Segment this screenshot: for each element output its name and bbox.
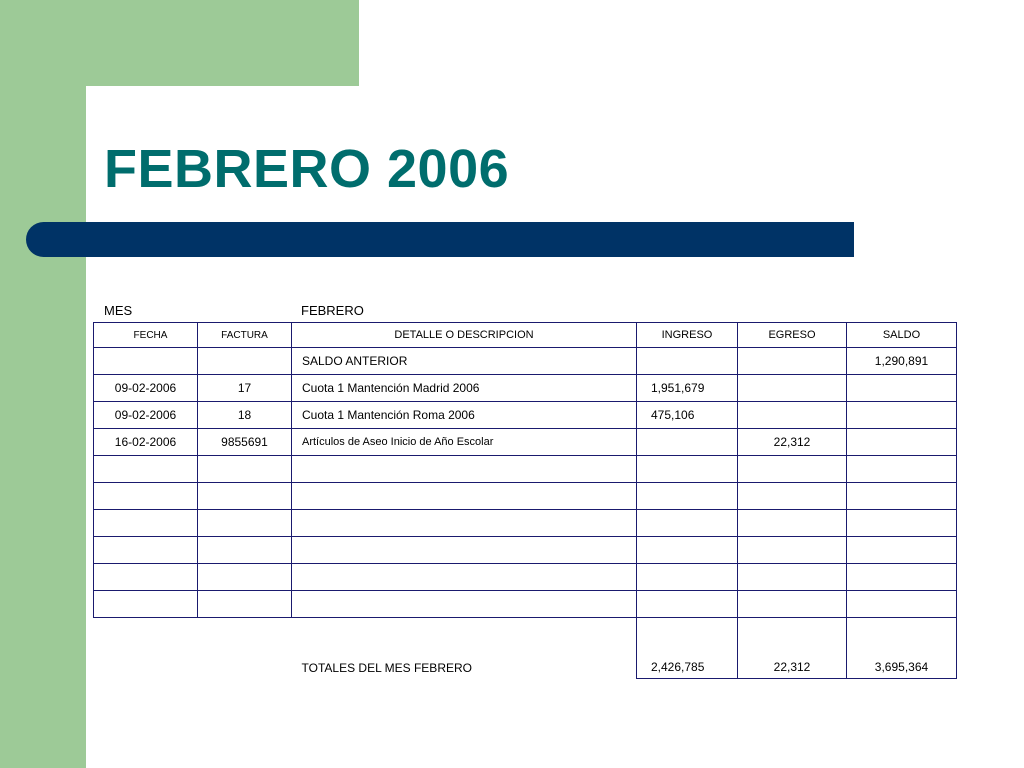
mes-value: FEBRERO xyxy=(301,303,364,318)
table-row xyxy=(94,537,957,564)
cell-fecha xyxy=(94,510,198,537)
cell-ingreso xyxy=(637,348,738,375)
cell-detalle: Cuota 1 Mantención Madrid 2006 xyxy=(292,375,637,402)
cell-factura xyxy=(198,348,292,375)
cell-egreso xyxy=(738,483,847,510)
cell-detalle: SALDO ANTERIOR xyxy=(292,348,637,375)
cell-saldo xyxy=(847,429,957,456)
cell-fecha xyxy=(94,456,198,483)
table-row xyxy=(94,348,957,375)
cell-factura: 17 xyxy=(198,375,292,402)
cell-detalle: Artículos de Aseo Inicio de Año Escolar xyxy=(292,429,637,456)
ledger-body xyxy=(94,348,957,618)
cell-saldo xyxy=(847,402,957,429)
cell-factura xyxy=(198,591,292,618)
cell-ingreso: 475,106 xyxy=(637,402,738,429)
cell-saldo xyxy=(847,537,957,564)
cell-egreso xyxy=(738,537,847,564)
table-row xyxy=(94,429,957,456)
cell-fecha: 09-02-2006 xyxy=(94,375,198,402)
header-detalle: DETALLE O DESCRIPCION xyxy=(292,323,637,348)
ledger-header-row xyxy=(94,323,957,348)
cell-fecha xyxy=(94,564,198,591)
cell-ingreso: 1,951,679 xyxy=(637,375,738,402)
cell-ingreso xyxy=(637,510,738,537)
cell-fecha: 09-02-2006 xyxy=(94,402,198,429)
cell-fecha xyxy=(94,483,198,510)
cell-ingreso xyxy=(637,564,738,591)
table-row xyxy=(94,456,957,483)
header-ingreso: INGRESO xyxy=(637,323,738,348)
totals-row xyxy=(94,618,957,679)
totals-label: TOTALES DEL MES FEBRERO xyxy=(301,660,472,675)
totals-saldo: 3,695,364 xyxy=(847,618,957,679)
table-row xyxy=(94,564,957,591)
cell-egreso xyxy=(738,375,847,402)
left-green-band xyxy=(0,0,86,768)
cell-ingreso xyxy=(637,429,738,456)
cell-saldo xyxy=(847,591,957,618)
totals-empty-fecha xyxy=(94,618,198,679)
cell-factura: 18 xyxy=(198,402,292,429)
header-saldo: SALDO xyxy=(847,323,957,348)
cell-fecha: 16-02-2006 xyxy=(94,429,198,456)
top-green-block xyxy=(0,0,359,86)
header-egreso: EGRESO xyxy=(738,323,847,348)
cell-fecha xyxy=(94,537,198,564)
cell-detalle xyxy=(292,456,637,483)
rounded-content-corner xyxy=(86,86,146,146)
cell-egreso xyxy=(738,456,847,483)
cell-egreso: 22,312 xyxy=(738,429,847,456)
cell-egreso xyxy=(738,591,847,618)
cell-detalle xyxy=(292,564,637,591)
cell-egreso xyxy=(738,510,847,537)
table-row xyxy=(94,510,957,537)
header-fecha: FECHA xyxy=(94,323,198,348)
cell-detalle xyxy=(292,483,637,510)
cell-ingreso xyxy=(637,483,738,510)
header-factura: FACTURA xyxy=(198,323,292,348)
cell-saldo xyxy=(847,564,957,591)
cell-saldo xyxy=(847,510,957,537)
cell-detalle: Cuota 1 Mantención Roma 2006 xyxy=(292,402,637,429)
cell-saldo xyxy=(847,456,957,483)
cell-ingreso xyxy=(637,537,738,564)
cell-detalle xyxy=(292,510,637,537)
table-row xyxy=(94,402,957,429)
cell-egreso xyxy=(738,348,847,375)
cell-factura xyxy=(198,537,292,564)
cell-factura xyxy=(198,456,292,483)
cell-saldo xyxy=(847,483,957,510)
totals-egreso: 22,312 xyxy=(738,618,847,679)
cell-factura: 9855691 xyxy=(198,429,292,456)
mes-label: MES xyxy=(104,303,133,318)
cell-saldo: 1,290,891 xyxy=(847,348,957,375)
cell-ingreso xyxy=(637,456,738,483)
slide-title: FEBRERO 2006 xyxy=(104,139,510,199)
table-row xyxy=(94,483,957,510)
title-underline-bar xyxy=(26,222,854,257)
cell-egreso xyxy=(738,564,847,591)
cell-fecha xyxy=(94,348,198,375)
cell-egreso xyxy=(738,402,847,429)
cell-fecha xyxy=(94,591,198,618)
cell-detalle xyxy=(292,591,637,618)
totals-empty-factura xyxy=(198,618,292,679)
cell-ingreso xyxy=(637,591,738,618)
cell-saldo xyxy=(847,375,957,402)
table-row xyxy=(94,591,957,618)
totals-ingreso: 2,426,785 xyxy=(637,618,738,679)
cell-factura xyxy=(198,483,292,510)
table-row xyxy=(94,375,957,402)
cell-detalle xyxy=(292,537,637,564)
cell-factura xyxy=(198,510,292,537)
ledger-table xyxy=(93,322,957,679)
cell-factura xyxy=(198,564,292,591)
